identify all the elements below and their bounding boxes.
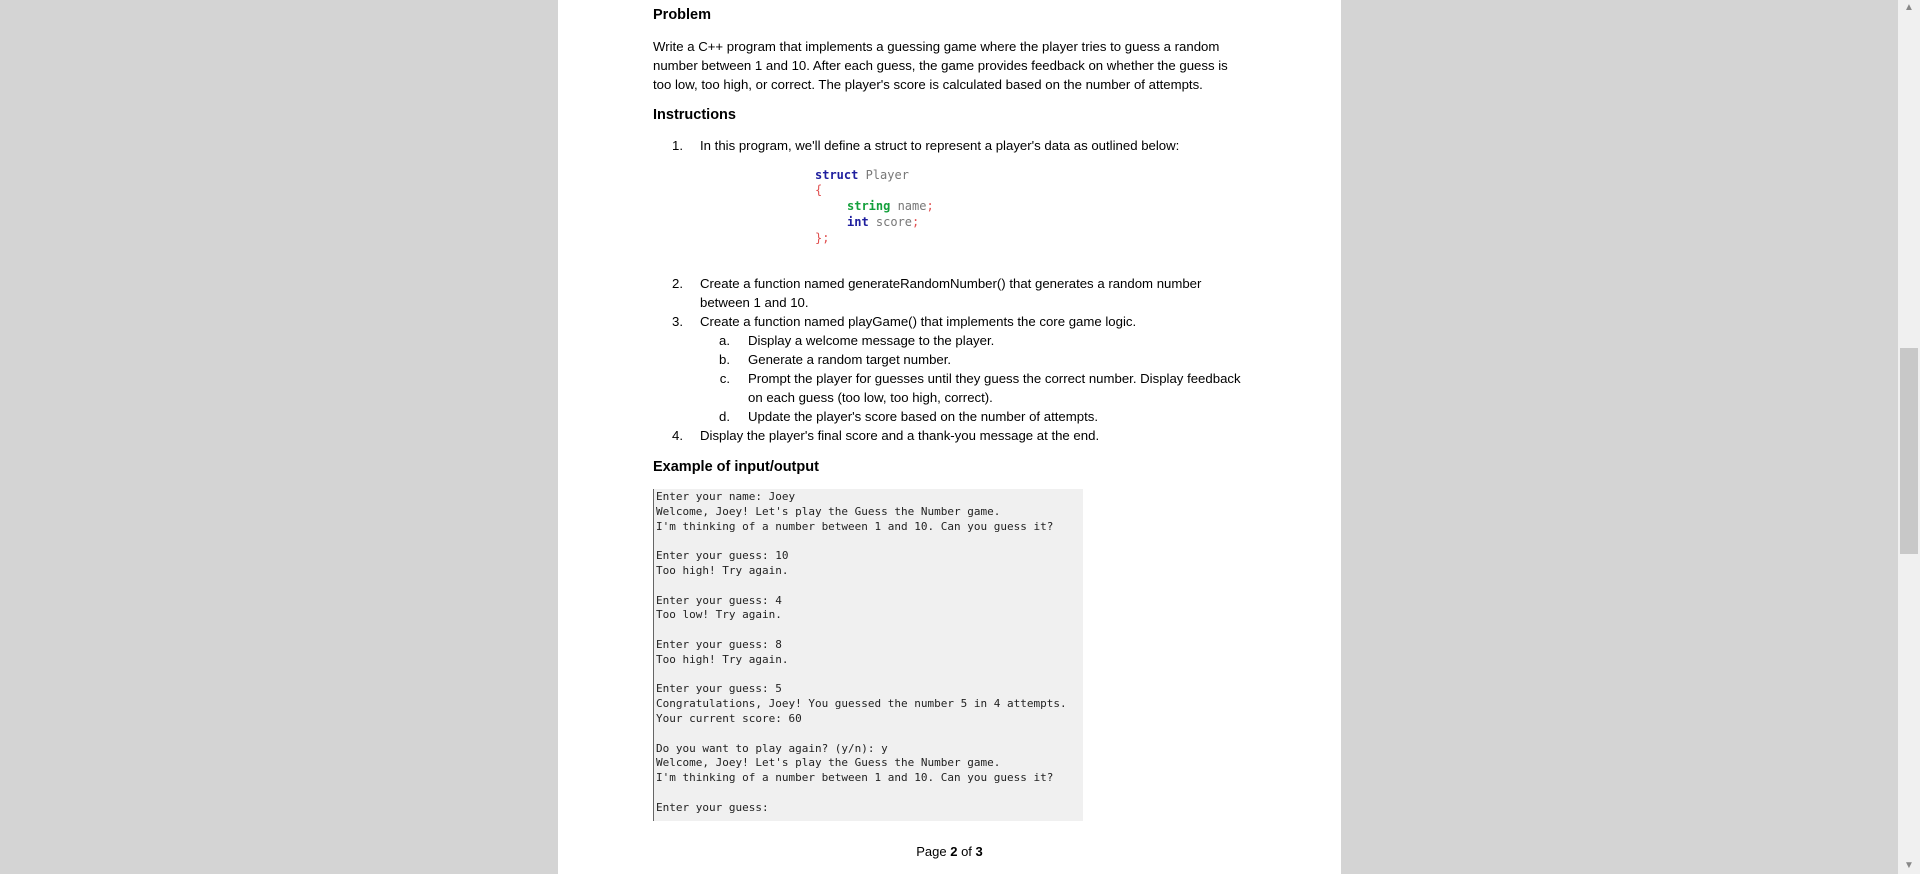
footer-total-pages: 3 xyxy=(975,844,983,859)
sub-c-letter: c. xyxy=(719,371,730,386)
problem-heading: Problem xyxy=(653,7,712,23)
problem-text: Write a C++ program that implements a guessing game where the player tries to guess a random number between 1 and 10. After each guess, the game provides feedback on whether the guess is too low, too high, or correct. The player's score is calculated based on the number of attempts. xyxy=(653,39,1228,93)
item-2-number: 2. xyxy=(672,276,683,291)
code-close-brace: }; xyxy=(815,231,830,245)
vertical-scrollbar[interactable] xyxy=(1898,0,1920,874)
item-3-number: 3. xyxy=(672,314,683,329)
sub-c-text-line2: on each guess (too low, too high, correct). xyxy=(748,390,993,405)
code-field-name: name xyxy=(890,199,927,213)
code-keyword-struct: struct xyxy=(815,168,859,182)
item-2-text-line2: between 1 and 10. xyxy=(700,295,809,310)
sub-a-letter: a. xyxy=(719,333,730,348)
footer-current-page: 2 xyxy=(950,844,958,859)
scroll-down-arrow-icon[interactable]: ▼ xyxy=(1904,860,1914,871)
sub-c-text-line1: Prompt the player for guesses until they guess the correct number. Display feedback xyxy=(748,371,1241,386)
item-3-text: Create a function named playGame() that implements the core game logic. xyxy=(700,314,1137,329)
item-1-number: 1. xyxy=(672,138,683,153)
sub-a-text: Display a welcome message to the player. xyxy=(748,333,995,348)
item-2-text-line1: Create a function named generateRandomNumber() that generates a random number xyxy=(700,276,1202,291)
code-type-string: string xyxy=(847,199,891,213)
struct-code-snippet xyxy=(811,168,971,252)
instructions-heading: Instructions xyxy=(653,107,736,123)
sub-d-letter: d. xyxy=(719,409,730,424)
code-struct-name: Player xyxy=(858,168,909,182)
item-4-number: 4. xyxy=(672,428,683,443)
footer-of-label: of xyxy=(957,844,976,859)
page-footer xyxy=(558,844,1341,859)
code-semicolon: ; xyxy=(926,199,934,213)
code-field-score: score xyxy=(868,215,913,229)
footer-page-label: Page xyxy=(916,844,951,859)
sub-d-text: Update the player's score based on the number of attempts. xyxy=(748,409,1098,424)
scroll-up-arrow-icon[interactable]: ▲ xyxy=(1904,2,1914,13)
code-semicolon: ; xyxy=(912,215,920,229)
sub-b-text: Generate a random target number. xyxy=(748,352,952,367)
code-type-int: int xyxy=(847,215,869,229)
item-4-text: Display the player's final score and a thank-you message at the end. xyxy=(700,428,1100,443)
scrollbar-thumb[interactable] xyxy=(1900,348,1918,554)
sub-b-letter: b. xyxy=(719,352,730,367)
document-page xyxy=(558,0,1341,874)
code-open-brace: { xyxy=(815,183,823,197)
example-heading: Example of input/output xyxy=(653,459,819,475)
item-1-text: In this program, we'll define a struct to represent a player's data as outlined below: xyxy=(700,138,1180,153)
console-output: Enter your name: Joey Welcome, Joey! Let's play the Guess the Number game. I'm thinking of a number between 1 and 10. Can you guess it? Enter your guess: 10 Too high! Try again. Enter your guess: 4 Too low! Try again. Enter your guess: 8 Too high! Try again. Enter your guess: 5 Congratulations, Joey! You guessed the number 5 in 4 attempts. Your current score: 60 Do you want to play again? (y/n): y Welcome, Joey! Let's play the Guess the Number game. I'm thinking of a number between 1 and 10. Can you guess it? Enter your guess: xyxy=(653,489,1083,821)
